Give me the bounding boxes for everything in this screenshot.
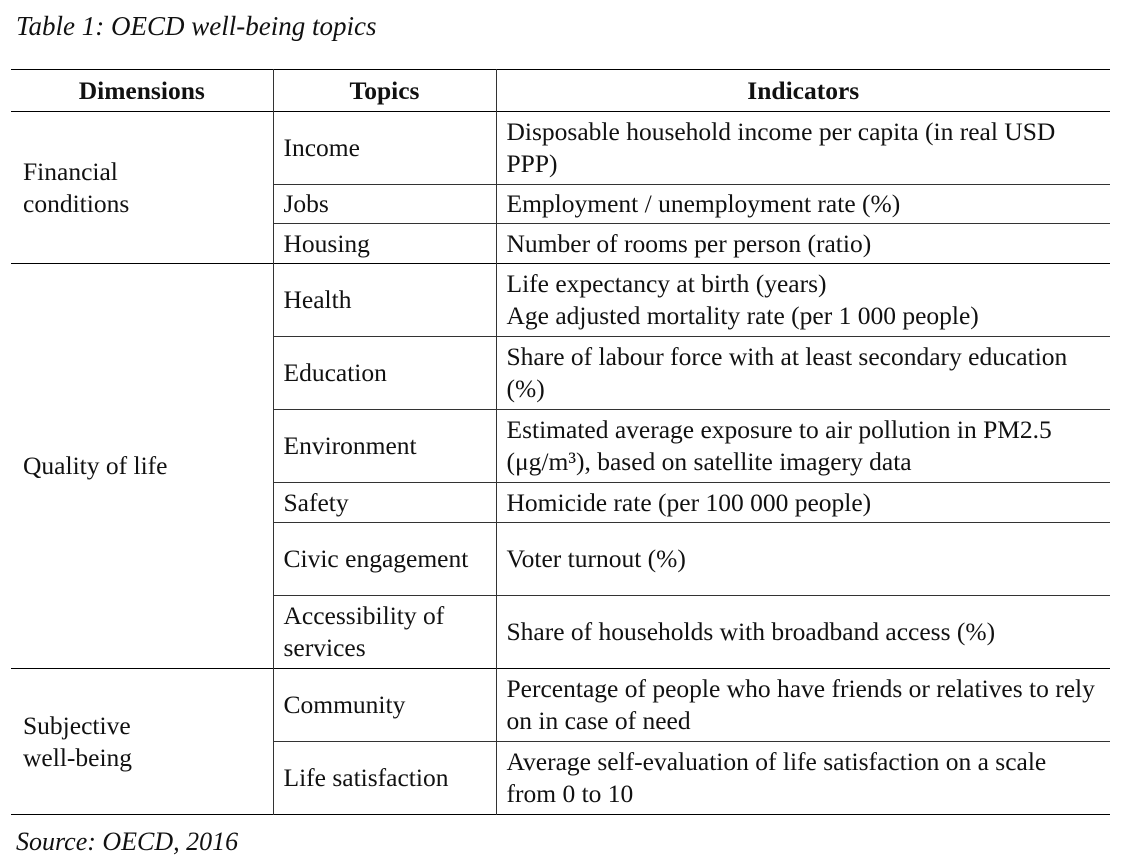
indicator-education: Share of labour force with at least secondary education (%) [496,337,1110,410]
table-caption: Table 1: OECD well-being topics [16,11,377,41]
indicator-health [496,264,1110,337]
header-topics: Topics [273,70,496,112]
table-source-note: Source: OECD, 2016 [16,827,239,856]
dimension-financial-conditions: Financial conditions [23,156,130,218]
indicator-civic-engagement: Voter turnout (%) [496,523,1110,596]
table-row [11,264,1110,337]
topic-civic-engagement: Civic engagement [273,523,496,596]
dimension-quality-of-life: Quality of life [23,451,168,480]
table-row [11,112,1110,185]
wellbeing-table [11,69,1110,815]
indicator-life-satisfaction: Average self-evaluation of life satisfaction on a scale from 0 to 10 [496,742,1110,815]
topic-education: Education [273,337,496,410]
indicator-safety: Homicide rate (per 100 000 people) [496,483,1110,523]
topic-jobs: Jobs [273,185,496,224]
indicator-accessibility-of-services: Share of households with broadband access (%) [496,596,1110,669]
dimension-subjective-well-being: Subjective well-being [23,710,133,772]
topic-housing: Housing [273,224,496,264]
topic-accessibility-of-services: Accessibility of services [273,596,496,669]
topic-income: Income [273,112,496,185]
header-indicators: Indicators [496,70,1110,112]
indicator-housing: Number of rooms per person (ratio) [496,224,1110,264]
topic-environment: Environment [273,410,496,483]
header-dimensions: Dimensions [78,75,205,105]
indicator-community: Percentage of people who have friends or relatives to rely on in case of need [496,669,1110,742]
header-row [11,70,1110,112]
indicator-environment: Estimated average exposure to air pollution in PM2.5 (μg/m³), based on satellite imagery data [496,410,1110,483]
indicator-health-line-2: Age adjusted mortality rate (per 1 000 people) [506,301,979,330]
topic-community: Community [273,669,496,742]
indicator-health-line-1: Life expectancy at birth (years) [506,269,827,298]
topic-life-satisfaction: Life satisfaction [273,742,496,815]
topic-safety: Safety [273,483,496,523]
indicator-jobs: Employment / unemployment rate (%) [496,185,1110,224]
indicator-income: Disposable household income per capita (in real USD PPP) [496,112,1110,185]
table-row [11,669,1110,742]
topic-health: Health [273,264,496,337]
